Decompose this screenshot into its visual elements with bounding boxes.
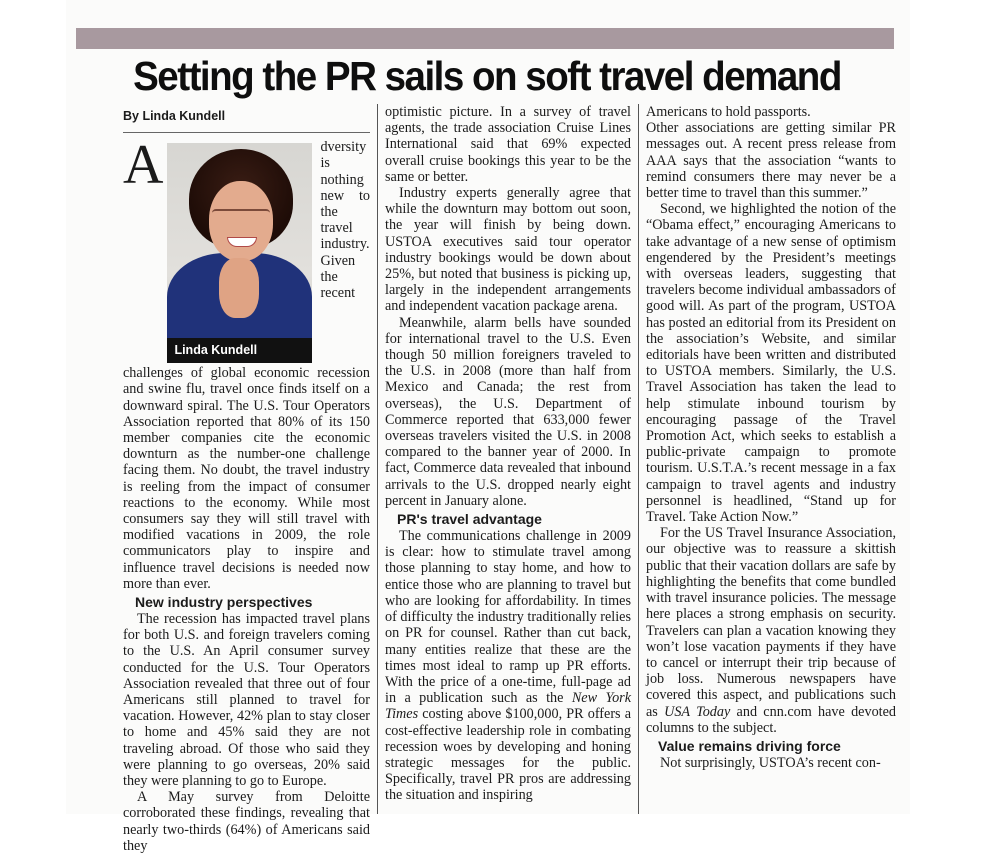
author-photo xyxy=(167,143,312,363)
paragraph: For the US Travel Insurance Association, our objective was to reassure a skittish public that their vacation dollars are safe by highlighting the benefits that come bundled with travel insurance policies. The message here places a strong emphasis on security. Travelers can plan a vacation knowing they won’t lose vacation payments if they have to cancel or interrupt their trip because of job loss. Numerous newspapers have covered this aspect, and publications such as USA Today and cnn.com have devoted columns to the subject. xyxy=(646,525,896,736)
paragraph: Americans to hold passports. xyxy=(646,104,811,120)
section-heading: New industry perspectives xyxy=(135,594,313,611)
header-bar xyxy=(76,28,894,49)
column-2 xyxy=(385,104,631,814)
byline: By Linda Kundell xyxy=(123,104,370,133)
intro-paragraph xyxy=(123,134,370,592)
paragraph: Industry experts generally agree that while the downturn may bottom out soon, the year will finish by being down. USTOA executives said tour operator industry bookings would be down about 25%, but noted that business is picking up, largely in the independent arrangements and independent vacation package arena. xyxy=(385,185,631,315)
photo-caption: Linda Kundell xyxy=(167,338,312,363)
intro-text: dversity is nothing new to the travel industry. Given the recent challenges of global economic recession and swine flu, travel once finds itself on a downward spiral. The U.S. Tour Operators Association reported that 80% of its 150 member companies cite the economic downturn as the number-one challenge facing them. No doubt, the travel industry is reeling from the impact of consumer reactions to the economy. While most consumers say they will still travel with modified vacations in 2009, the role communicators play to inspire and influence travel decisions is needed now more than ever. xyxy=(123,139,370,592)
section-heading: Value remains driving force xyxy=(658,737,841,754)
paragraph: Not surprisingly, USTOA’s recent con- xyxy=(660,754,881,771)
column-3 xyxy=(646,104,896,814)
section-heading: PR's travel advantage xyxy=(397,511,542,528)
headline: Setting the PR sails on soft travel demand xyxy=(133,53,841,99)
paragraph: optimistic picture. In a survey of travel agents, the trade association Cruise Lines International said that 69% expected overall cruise bookings this year to be the same or better. xyxy=(385,104,631,185)
paragraph: A May survey from Deloitte corroborated these findings, revealing that nearly two-thirds (64%) of Americans said they xyxy=(123,789,370,854)
paragraph: The recession has impacted travel plans for both U.S. and foreign travelers coming to the U.S. An April consumer survey conducted for the U.S. Tour Operators Association revealed that three out of four Americans still planned to travel for vacation. However, 42% plan to stay closer to home and 45% said they are not traveling abroad. Of those who said they were planning to go overseas, 20% said they were planning to go to Europe. xyxy=(123,611,370,790)
column-1 xyxy=(123,104,370,854)
paragraph: Other associations are getting similar PR messages out. A recent press release from AAA says that the association “wants to remind consumers there may never be a better time to travel than this summer.” xyxy=(646,120,896,202)
paragraph: Meanwhile, alarm bells have sounded for international travel to the U.S. Even though 50 million foreigners traveled to the U.S. in 2008 (more than half from Mexico and Canada; the rest from overseas), the U.S. Department of Commerce reported that 633,000 fewer overseas travelers visited the U.S. in 2008 compared to the banner year of 2000. In fact, Commerce data revealed that inbound arrivals to the U.S. dropped nearly eight percent in January alone. xyxy=(385,314,631,509)
paragraph: Second, we highlighted the notion of the “Obama effect,” encouraging Americans to take advantage of a new sense of optimism engendered by the President’s meetings with overseas leaders, suggesting that travelers become individual ambassadors of good will. As part of the program, USTOA has posted an editorial from its President on the association’s Website, and similar editorials have been written and distributed to USTOA members. Similarly, the U.S. Travel Association has taken the lead to help stimulate inbound tourism by encouraging passage of the Travel Promotion Act, which seeks to establish a public-private campaign to promote tourism. U.S.T.A.’s recent message in a fax campaign to travel agents and industry personnel is headlined, “Stand up for Travel. Take Action Now.” xyxy=(646,201,896,526)
column-divider xyxy=(377,104,378,814)
paragraph: The communications challenge in 2009 is clear: how to stimulate travel among those planning to stay home, and how to entice those who are planning to travel but who are looking for affordability. In times of difficulty the industry traditionally relies on PR for counsel. Rather than cut back, many entities realize that these are the times most ideal to ramp up PR efforts. With the price of a one-time, full-page ad in a publication such as the New York Times costing above $100,000, PR offers a cost-effective leadership role in combating recession woes by developing and honing strategic messages for the public. Specifically, travel PR pros are addressing the situation and inspiring xyxy=(385,528,631,804)
drop-cap: A xyxy=(123,134,164,197)
column-divider xyxy=(638,104,639,814)
